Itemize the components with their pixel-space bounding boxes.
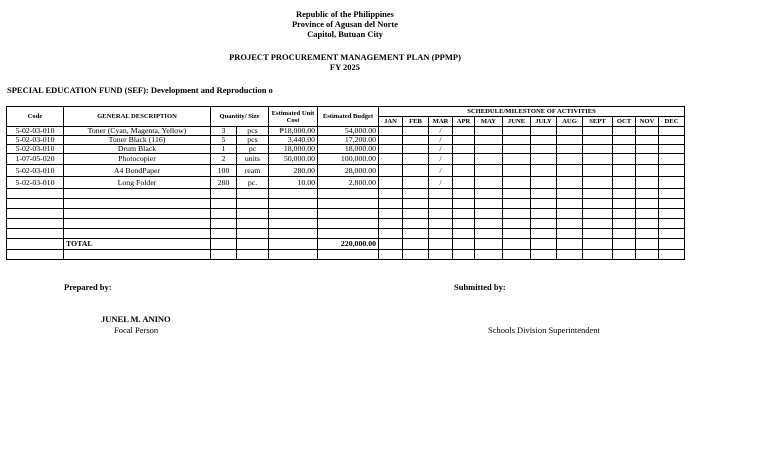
schedule-cell-jan <box>379 154 403 165</box>
empty-cell <box>403 209 429 219</box>
empty-cell <box>613 199 636 209</box>
schedule-cell-may <box>475 165 503 177</box>
empty-cell <box>318 229 379 239</box>
empty-cell <box>503 239 531 250</box>
empty-cell <box>211 239 237 250</box>
item-description: A4 BondPaper <box>64 165 211 177</box>
empty-cell <box>7 199 64 209</box>
empty-cell <box>269 229 318 239</box>
month-header-july: JULY <box>531 117 557 127</box>
item-unit-cost: 50,000.00 <box>269 154 318 165</box>
empty-cell <box>531 239 557 250</box>
schedule-cell-oct <box>613 177 636 189</box>
month-header-sept: SEPT <box>583 117 613 127</box>
item-quantity: 100 <box>211 165 237 177</box>
empty-cell <box>475 219 503 229</box>
empty-cell <box>453 219 475 229</box>
empty-cell <box>211 229 237 239</box>
schedule-cell-oct <box>613 154 636 165</box>
schedule-cell-aug <box>557 154 583 165</box>
item-description: Toner Black (116) <box>64 136 211 145</box>
month-header-jan: JAN <box>379 117 403 127</box>
empty-cell <box>613 209 636 219</box>
empty-cell <box>636 239 659 250</box>
schedule-mark: / <box>429 165 453 177</box>
empty-cell <box>557 189 583 199</box>
schedule-cell-apr <box>453 177 475 189</box>
empty-cell <box>453 250 475 260</box>
empty-cell <box>531 209 557 219</box>
table-row <box>7 145 685 154</box>
empty-cell <box>613 250 636 260</box>
empty-cell <box>475 209 503 219</box>
empty-cell <box>613 219 636 229</box>
schedule-cell-june <box>503 127 531 136</box>
item-quantity: 280 <box>211 177 237 189</box>
schedule-cell-may <box>475 136 503 145</box>
empty-cell <box>453 189 475 199</box>
item-description: Drum Black <box>64 145 211 154</box>
schedule-cell-apr <box>453 165 475 177</box>
empty-cell <box>211 250 237 260</box>
empty-cell <box>7 229 64 239</box>
empty-cell <box>636 189 659 199</box>
empty-cell <box>237 189 269 199</box>
empty-cell <box>429 239 453 250</box>
empty-row <box>7 209 685 219</box>
schedule-cell-feb <box>403 127 429 136</box>
schedule-cell-apr <box>453 127 475 136</box>
schedule-mark: / <box>429 177 453 189</box>
col-header-quantity: Quantity/ Size <box>211 107 269 127</box>
empty-cell <box>403 199 429 209</box>
empty-cell <box>64 189 211 199</box>
empty-cell <box>379 209 403 219</box>
schedule-cell-dec <box>659 136 685 145</box>
item-code: 1-07-05-020 <box>7 154 64 165</box>
empty-cell <box>557 199 583 209</box>
item-quantity: 2 <box>211 154 237 165</box>
empty-cell <box>583 229 613 239</box>
empty-cell <box>429 250 453 260</box>
empty-cell <box>557 229 583 239</box>
schedule-cell-nov <box>636 145 659 154</box>
schedule-cell-nov <box>636 136 659 145</box>
item-quantity: 1 <box>211 145 237 154</box>
month-header-aug: AUG <box>557 117 583 127</box>
empty-cell <box>64 219 211 229</box>
empty-cell <box>403 219 429 229</box>
preparer-title: Focal Person <box>114 325 159 335</box>
month-header-feb: FEB <box>403 117 429 127</box>
empty-cell <box>503 229 531 239</box>
empty-cell <box>379 239 403 250</box>
fiscal-year: FY 2025 <box>329 62 361 72</box>
item-unit-cost: 10.00 <box>269 177 318 189</box>
empty-cell <box>379 229 403 239</box>
empty-cell <box>583 250 613 260</box>
total-label: TOTAL <box>64 239 211 250</box>
total-value: 220,000.00 <box>318 239 379 250</box>
schedule-cell-july <box>531 177 557 189</box>
empty-cell <box>237 209 269 219</box>
month-header-nov: NOV <box>636 117 659 127</box>
empty-cell <box>583 209 613 219</box>
schedule-cell-apr <box>453 154 475 165</box>
empty-cell <box>269 189 318 199</box>
empty-cell <box>318 250 379 260</box>
empty-cell <box>583 219 613 229</box>
item-unit-cost: 18,000.00 <box>269 145 318 154</box>
item-budget: 2,800.00 <box>318 177 379 189</box>
prepared-by-label: Prepared by: <box>64 282 112 292</box>
schedule-cell-nov <box>636 165 659 177</box>
schedule-mark: / <box>429 127 453 136</box>
schedule-cell-jan <box>379 136 403 145</box>
item-code: 5-02-03-010 <box>7 177 64 189</box>
empty-cell <box>636 250 659 260</box>
item-description: Photocopier <box>64 154 211 165</box>
submitter-title: Schools Division Superintendent <box>488 325 600 335</box>
schedule-cell-june <box>503 177 531 189</box>
empty-cell <box>613 239 636 250</box>
col-header-code: Code <box>7 107 64 127</box>
month-header-may: MAY <box>475 117 503 127</box>
empty-cell <box>237 199 269 209</box>
empty-cell <box>475 239 503 250</box>
item-description: Toner (Cyan, Magenta, Yellow) <box>64 127 211 136</box>
empty-row <box>7 199 685 209</box>
schedule-cell-may <box>475 145 503 154</box>
schedule-cell-dec <box>659 145 685 154</box>
month-header-oct: OCT <box>613 117 636 127</box>
empty-cell <box>403 229 429 239</box>
empty-cell <box>429 219 453 229</box>
schedule-cell-dec <box>659 165 685 177</box>
schedule-mark: / <box>429 145 453 154</box>
empty-cell <box>659 250 685 260</box>
empty-cell <box>453 239 475 250</box>
empty-cell <box>7 219 64 229</box>
item-quantity: 3 <box>211 127 237 136</box>
empty-cell <box>7 250 64 260</box>
item-budget: 54,000.00 <box>318 127 379 136</box>
schedule-cell-july <box>531 154 557 165</box>
item-unit-cost: 280.00 <box>269 165 318 177</box>
schedule-cell-june <box>503 165 531 177</box>
empty-cell <box>269 239 318 250</box>
empty-cell <box>531 229 557 239</box>
empty-cell <box>429 199 453 209</box>
empty-cell <box>429 189 453 199</box>
empty-cell <box>379 250 403 260</box>
table-row <box>7 127 685 136</box>
empty-cell <box>269 209 318 219</box>
schedule-cell-feb <box>403 177 429 189</box>
empty-cell <box>636 199 659 209</box>
empty-cell <box>269 250 318 260</box>
schedule-cell-oct <box>613 145 636 154</box>
header-capitol: Capitol, Butuan City <box>307 29 383 39</box>
schedule-cell-may <box>475 154 503 165</box>
schedule-cell-apr <box>453 145 475 154</box>
empty-cell <box>659 209 685 219</box>
empty-cell <box>583 239 613 250</box>
schedule-cell-may <box>475 177 503 189</box>
empty-cell <box>403 239 429 250</box>
item-code: 5-02-03-010 <box>7 165 64 177</box>
empty-cell <box>318 209 379 219</box>
empty-cell <box>503 209 531 219</box>
schedule-cell-aug <box>557 127 583 136</box>
empty-cell <box>583 199 613 209</box>
col-header-budget: Estimated Budget <box>318 107 379 127</box>
empty-cell <box>7 189 64 199</box>
item-quantity: 5 <box>211 136 237 145</box>
empty-cell <box>318 189 379 199</box>
empty-cell <box>211 209 237 219</box>
empty-cell <box>453 209 475 219</box>
item-budget: 18,000.00 <box>318 145 379 154</box>
table-row <box>7 154 685 165</box>
empty-cell <box>429 229 453 239</box>
schedule-cell-sept <box>583 165 613 177</box>
empty-cell <box>659 199 685 209</box>
item-unit: units <box>237 154 269 165</box>
schedule-cell-sept <box>583 136 613 145</box>
empty-cell <box>453 199 475 209</box>
schedule-cell-feb <box>403 136 429 145</box>
empty-row <box>7 219 685 229</box>
empty-cell <box>503 189 531 199</box>
schedule-cell-july <box>531 136 557 145</box>
empty-cell <box>237 219 269 229</box>
schedule-cell-may <box>475 127 503 136</box>
schedule-cell-jan <box>379 165 403 177</box>
empty-cell <box>237 239 269 250</box>
empty-cell <box>318 219 379 229</box>
schedule-cell-dec <box>659 177 685 189</box>
empty-cell <box>503 219 531 229</box>
empty-cell <box>64 250 211 260</box>
empty-cell <box>531 250 557 260</box>
fund-label: SPECIAL EDUCATION FUND (SEF): Development and Reproduction o <box>7 85 273 95</box>
item-budget: 100,000.00 <box>318 154 379 165</box>
empty-cell <box>475 229 503 239</box>
empty-cell <box>659 239 685 250</box>
schedule-header: SCHEDULE/MILESTONE OF ACTIVITIES <box>379 107 685 117</box>
schedule-cell-july <box>531 165 557 177</box>
schedule-cell-oct <box>613 136 636 145</box>
empty-cell <box>237 229 269 239</box>
empty-cell <box>211 219 237 229</box>
schedule-cell-sept <box>583 127 613 136</box>
item-description: Long Folder <box>64 177 211 189</box>
empty-cell <box>269 199 318 209</box>
total-row <box>7 239 685 250</box>
table-row <box>7 136 685 145</box>
empty-row <box>7 250 685 260</box>
header-province: Province of Agusan del Norte <box>291 19 399 29</box>
empty-cell <box>503 250 531 260</box>
empty-cell <box>613 229 636 239</box>
empty-cell <box>503 199 531 209</box>
empty-cell <box>64 209 211 219</box>
empty-cell <box>453 229 475 239</box>
schedule-cell-july <box>531 145 557 154</box>
table-row <box>7 177 685 189</box>
schedule-cell-sept <box>583 177 613 189</box>
month-header-mar: MAR <box>429 117 453 127</box>
schedule-cell-feb <box>403 145 429 154</box>
schedule-cell-sept <box>583 145 613 154</box>
item-unit: pc <box>237 145 269 154</box>
empty-cell <box>379 219 403 229</box>
empty-cell <box>211 189 237 199</box>
empty-cell <box>636 209 659 219</box>
empty-cell <box>557 250 583 260</box>
empty-cell <box>531 219 557 229</box>
empty-cell <box>636 219 659 229</box>
schedule-cell-june <box>503 154 531 165</box>
empty-cell <box>583 189 613 199</box>
schedule-cell-oct <box>613 127 636 136</box>
item-code: 5-02-03-010 <box>7 145 64 154</box>
item-unit: pcs <box>237 136 269 145</box>
document-title: PROJECT PROCUREMENT MANAGEMENT PLAN (PPMP) <box>229 52 461 62</box>
item-code: 5-02-03-010 <box>7 127 64 136</box>
month-header-dec: DEC <box>659 117 685 127</box>
schedule-cell-june <box>503 136 531 145</box>
empty-cell <box>557 209 583 219</box>
schedule-cell-june <box>503 145 531 154</box>
col-header-unit-cost: Estimated Unit Cost <box>269 107 318 127</box>
schedule-cell-sept <box>583 154 613 165</box>
schedule-cell-jan <box>379 177 403 189</box>
empty-cell <box>659 219 685 229</box>
empty-cell <box>659 189 685 199</box>
schedule-cell-feb <box>403 154 429 165</box>
schedule-cell-nov <box>636 154 659 165</box>
schedule-cell-feb <box>403 165 429 177</box>
submitted-by-label: Submitted by: <box>454 282 506 292</box>
item-code: 5-02-03-010 <box>7 136 64 145</box>
item-budget: 17,200.00 <box>318 136 379 145</box>
item-unit-cost: 3,440.00 <box>269 136 318 145</box>
empty-row <box>7 189 685 199</box>
empty-cell <box>7 239 64 250</box>
schedule-cell-oct <box>613 165 636 177</box>
empty-cell <box>557 219 583 229</box>
preparer-name: JUNEL M. ANINO <box>101 314 171 324</box>
schedule-cell-nov <box>636 177 659 189</box>
item-unit: pc. <box>237 177 269 189</box>
schedule-cell-jan <box>379 145 403 154</box>
empty-cell <box>557 239 583 250</box>
empty-cell <box>318 199 379 209</box>
item-unit-cost: ₱18,000.00 <box>269 127 318 136</box>
month-header-june: JUNE <box>503 117 531 127</box>
empty-cell <box>531 189 557 199</box>
col-header-description: GENERAL DESCRIPTION <box>64 107 211 127</box>
empty-cell <box>7 209 64 219</box>
empty-cell <box>237 250 269 260</box>
schedule-cell-aug <box>557 177 583 189</box>
schedule-cell-jan <box>379 127 403 136</box>
empty-cell <box>659 229 685 239</box>
schedule-cell-aug <box>557 165 583 177</box>
empty-cell <box>403 250 429 260</box>
empty-cell <box>613 189 636 199</box>
empty-cell <box>211 199 237 209</box>
schedule-cell-dec <box>659 154 685 165</box>
schedule-cell-aug <box>557 136 583 145</box>
month-header-apr: APR <box>453 117 475 127</box>
schedule-mark: / <box>429 136 453 145</box>
empty-cell <box>531 199 557 209</box>
schedule-cell-nov <box>636 127 659 136</box>
header-republic: Republic of the Philippines <box>295 9 394 19</box>
empty-cell <box>64 229 211 239</box>
empty-cell <box>379 189 403 199</box>
ppmp-table <box>6 106 685 260</box>
schedule-cell-dec <box>659 127 685 136</box>
item-budget: 28,000.00 <box>318 165 379 177</box>
item-unit: ream <box>237 165 269 177</box>
item-unit: pcs <box>237 127 269 136</box>
schedule-cell-july <box>531 127 557 136</box>
schedule-cell-apr <box>453 136 475 145</box>
schedule-mark: / <box>429 154 453 165</box>
schedule-cell-aug <box>557 145 583 154</box>
empty-cell <box>475 189 503 199</box>
empty-cell <box>64 199 211 209</box>
empty-cell <box>636 229 659 239</box>
empty-cell <box>379 199 403 209</box>
empty-cell <box>403 189 429 199</box>
empty-cell <box>475 250 503 260</box>
empty-cell <box>475 199 503 209</box>
empty-cell <box>429 209 453 219</box>
empty-row <box>7 229 685 239</box>
table-row <box>7 165 685 177</box>
empty-cell <box>269 219 318 229</box>
